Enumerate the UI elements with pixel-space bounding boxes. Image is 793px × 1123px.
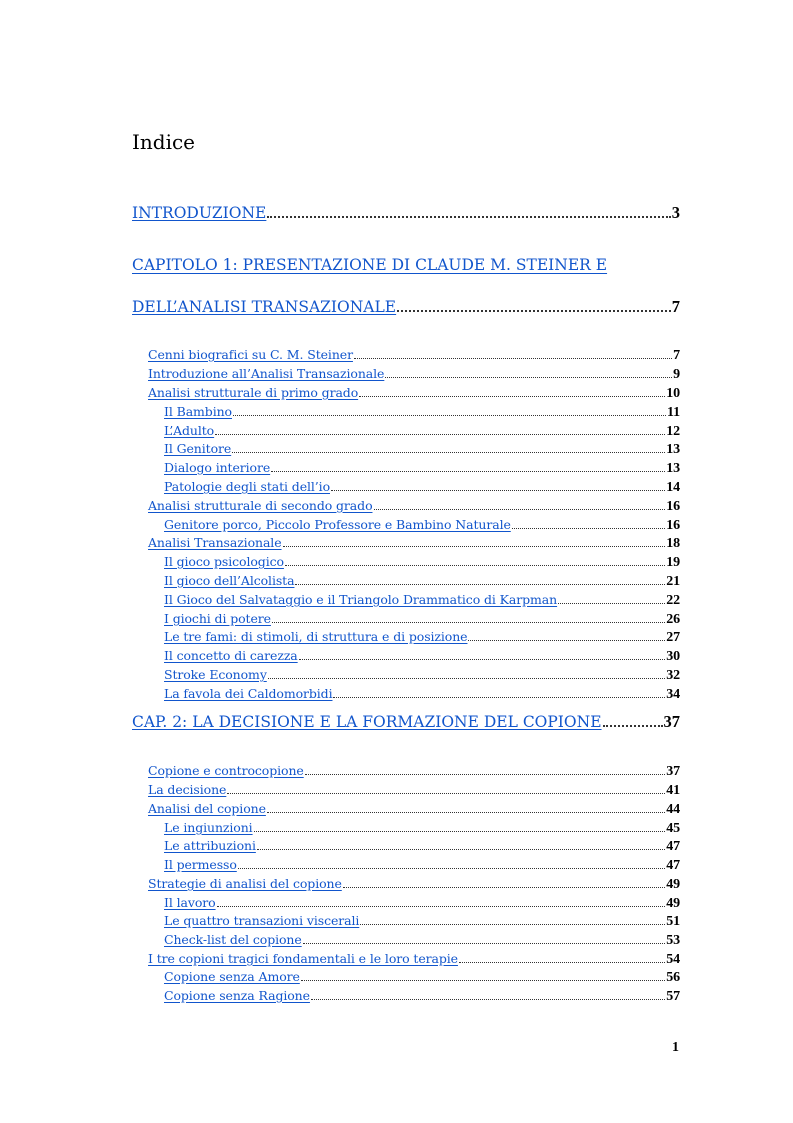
dot-leader	[285, 565, 665, 566]
dot-leader	[343, 887, 665, 888]
toc-entry[interactable]	[148, 498, 680, 515]
toc-entry[interactable]	[164, 857, 680, 874]
toc-page-number: 3	[671, 203, 680, 222]
toc-page-number: 47	[666, 839, 680, 854]
dot-leader	[272, 622, 665, 623]
page-title: Indice	[132, 130, 196, 154]
dot-leader	[303, 943, 666, 944]
toc-link[interactable]: L’Adulto	[164, 423, 215, 438]
dot-leader	[512, 528, 665, 529]
toc-entry[interactable]	[164, 423, 680, 440]
dot-leader	[359, 396, 665, 397]
dot-leader	[354, 358, 672, 359]
dot-leader	[217, 906, 666, 907]
toc-entry[interactable]	[164, 932, 680, 949]
toc-page-number: 19	[666, 555, 680, 570]
dot-leader	[397, 310, 671, 312]
dot-leader	[299, 659, 666, 660]
toc-entry[interactable]	[148, 385, 680, 402]
toc-link[interactable]: Stroke Economy	[164, 667, 267, 682]
toc-entry[interactable]	[164, 404, 680, 421]
dot-leader	[459, 962, 665, 963]
toc-entry[interactable]	[148, 763, 680, 780]
toc-entry[interactable]	[164, 554, 680, 571]
toc-entry[interactable]	[164, 573, 680, 590]
toc-link[interactable]: I tre copioni tragici fondamentali e le loro terapie	[148, 951, 458, 966]
toc-entry[interactable]	[148, 347, 680, 364]
dot-leader	[271, 471, 665, 472]
dot-leader	[331, 490, 665, 491]
toc-link[interactable]: Il concetto di carezza	[164, 648, 298, 663]
toc-entry[interactable]	[148, 782, 680, 799]
toc-link[interactable]: Il Gioco del Salvataggio e il Triangolo Drammatico di Karpman	[164, 592, 558, 607]
toc-entry[interactable]	[164, 629, 680, 646]
toc-entry[interactable]	[148, 535, 680, 552]
dot-leader	[301, 980, 665, 981]
dot-leader	[233, 415, 666, 416]
toc-link[interactable]: Check-list del copione	[164, 932, 302, 947]
dot-leader	[257, 849, 665, 850]
dot-leader	[305, 774, 665, 775]
toc-page-number: 13	[666, 461, 680, 476]
toc-link[interactable]: Analisi Transazionale	[148, 535, 282, 550]
toc-entry[interactable]	[148, 951, 680, 968]
toc-chapter1-line1[interactable]: CAPITOLO 1: PRESENTAZIONE DI CLAUDE M. STEINER E	[132, 256, 608, 274]
toc-link[interactable]: Il gioco dell’Alcolista	[164, 573, 295, 588]
toc-entry[interactable]	[164, 611, 680, 628]
toc-entry[interactable]	[164, 913, 680, 930]
toc-page-number: 53	[666, 933, 680, 948]
toc-page-number: 49	[666, 896, 680, 911]
toc-link[interactable]: Introduzione all’Analisi Transazionale	[148, 366, 385, 381]
toc-page-number: 49	[666, 877, 680, 892]
toc-page-number: 10	[666, 386, 680, 401]
toc-link[interactable]: Copione senza Ragione	[164, 988, 310, 1003]
toc-link[interactable]: INTRODUZIONE	[132, 204, 267, 222]
toc-link[interactable]: La decisione	[148, 782, 227, 797]
toc-page-number: 16	[666, 518, 680, 533]
toc-link[interactable]: Le attribuzioni	[164, 838, 256, 853]
dot-leader	[238, 868, 665, 869]
toc-link[interactable]: Il lavoro	[164, 895, 216, 910]
dot-leader	[268, 678, 665, 679]
toc-page-number: 51	[666, 914, 680, 929]
toc-link[interactable]: Il gioco psicologico	[164, 554, 284, 569]
toc-link[interactable]: Le ingiunzioni	[164, 820, 253, 835]
toc-entry[interactable]	[164, 648, 680, 665]
toc-page-number: 30	[666, 649, 680, 664]
toc-link[interactable]: I giochi di potere	[164, 611, 271, 626]
toc-page-number: 12	[666, 424, 680, 439]
dot-leader	[385, 377, 672, 378]
toc-page-number: 45	[666, 821, 680, 836]
toc-link[interactable]: Il permesso	[164, 857, 237, 872]
toc-page-number: 54	[666, 952, 680, 967]
toc-entry[interactable]	[164, 969, 680, 986]
toc-entry[interactable]	[148, 366, 680, 383]
toc-entry[interactable]	[164, 838, 680, 855]
dot-leader	[558, 603, 665, 604]
toc-entry[interactable]	[164, 460, 680, 477]
toc-entry[interactable]	[164, 517, 680, 534]
toc-link[interactable]: Cenni biografici su C. M. Steiner	[148, 347, 353, 362]
toc-entry[interactable]	[164, 667, 680, 684]
toc-entry[interactable]	[148, 801, 680, 818]
toc-link[interactable]: Dialogo interiore	[164, 460, 271, 475]
toc-page-number: 41	[666, 783, 680, 798]
toc-page-number: 14	[666, 480, 680, 495]
toc-page-number: 21	[666, 574, 680, 589]
dot-leader	[215, 434, 665, 435]
toc-page-number: 9	[673, 367, 680, 382]
dot-leader	[374, 509, 666, 510]
toc-entry[interactable]	[148, 876, 680, 893]
toc-entry[interactable]	[164, 895, 680, 912]
toc-page-number: 37	[663, 712, 680, 731]
toc-entry[interactable]	[164, 988, 680, 1005]
toc-page-number: 26	[666, 612, 680, 627]
dot-leader	[468, 640, 665, 641]
toc-page-number: 11	[666, 405, 680, 420]
dot-leader	[311, 999, 665, 1000]
toc-link[interactable]: Strategie di analisi del copione	[148, 876, 342, 891]
toc-page-number: 7	[673, 348, 680, 363]
toc-page-number: 47	[666, 858, 680, 873]
toc-page-number: 44	[666, 802, 680, 817]
dot-leader	[333, 697, 665, 698]
dot-leader	[603, 725, 663, 727]
toc-link[interactable]: DELL’ANALISI TRANSAZIONALE	[132, 298, 397, 316]
dot-leader	[360, 924, 665, 925]
toc-link[interactable]: Analisi del copione	[148, 801, 266, 816]
toc-link[interactable]: Genitore porco, Piccolo Professore e Bambino Naturale	[164, 517, 511, 532]
toc-entry[interactable]	[164, 592, 680, 609]
toc-page-number: 37	[666, 764, 680, 779]
toc-link[interactable]: Analisi strutturale di secondo grado	[148, 498, 373, 513]
toc-link[interactable]: La favola dei Caldomorbidi	[164, 686, 333, 701]
toc-page-number: 7	[671, 297, 680, 316]
toc-page-number: 16	[666, 499, 680, 514]
toc-page-number: 18	[666, 536, 680, 551]
dot-leader	[283, 546, 666, 547]
toc-entry[interactable]	[164, 820, 680, 837]
toc-page-number: 56	[666, 970, 680, 985]
toc-link[interactable]: Copione e controcopione	[148, 763, 304, 778]
toc-page-number: 57	[666, 989, 680, 1004]
toc-link[interactable]: Le tre fami: di stimoli, di struttura e di posizione	[164, 629, 468, 644]
toc-link[interactable]: Analisi strutturale di primo grado	[148, 385, 359, 400]
toc-page-number: 13	[666, 442, 680, 457]
toc-entry-chapter1[interactable]	[132, 297, 680, 317]
toc-entry-chapter2[interactable]	[132, 712, 680, 732]
toc-link[interactable]: Il Bambino	[164, 404, 232, 419]
dot-leader	[295, 584, 665, 585]
dot-leader	[267, 216, 670, 218]
toc-page-number: 27	[666, 630, 680, 645]
toc-page-number: 32	[666, 668, 680, 683]
dot-leader	[254, 831, 666, 832]
toc-entry[interactable]	[164, 686, 680, 703]
toc-entry[interactable]	[164, 479, 680, 496]
toc-link[interactable]: Il Genitore	[164, 441, 232, 456]
toc-link[interactable]: Le quattro transazioni viscerali	[164, 913, 360, 928]
dot-leader	[232, 452, 665, 453]
dot-leader	[267, 812, 665, 813]
toc-link[interactable]: CAP. 2: LA DECISIONE E LA FORMAZIONE DEL COPIONE	[132, 713, 602, 731]
toc-page-number: 22	[666, 593, 680, 608]
toc-link[interactable]: Copione senza Amore	[164, 969, 300, 984]
toc-entry-introduzione[interactable]	[132, 203, 680, 223]
dot-leader	[227, 793, 665, 794]
toc-entry[interactable]	[164, 441, 680, 458]
page-number: 1	[672, 1040, 679, 1055]
toc-link[interactable]: Patologie degli stati dell’io	[164, 479, 330, 494]
toc-page-number: 34	[666, 687, 680, 702]
